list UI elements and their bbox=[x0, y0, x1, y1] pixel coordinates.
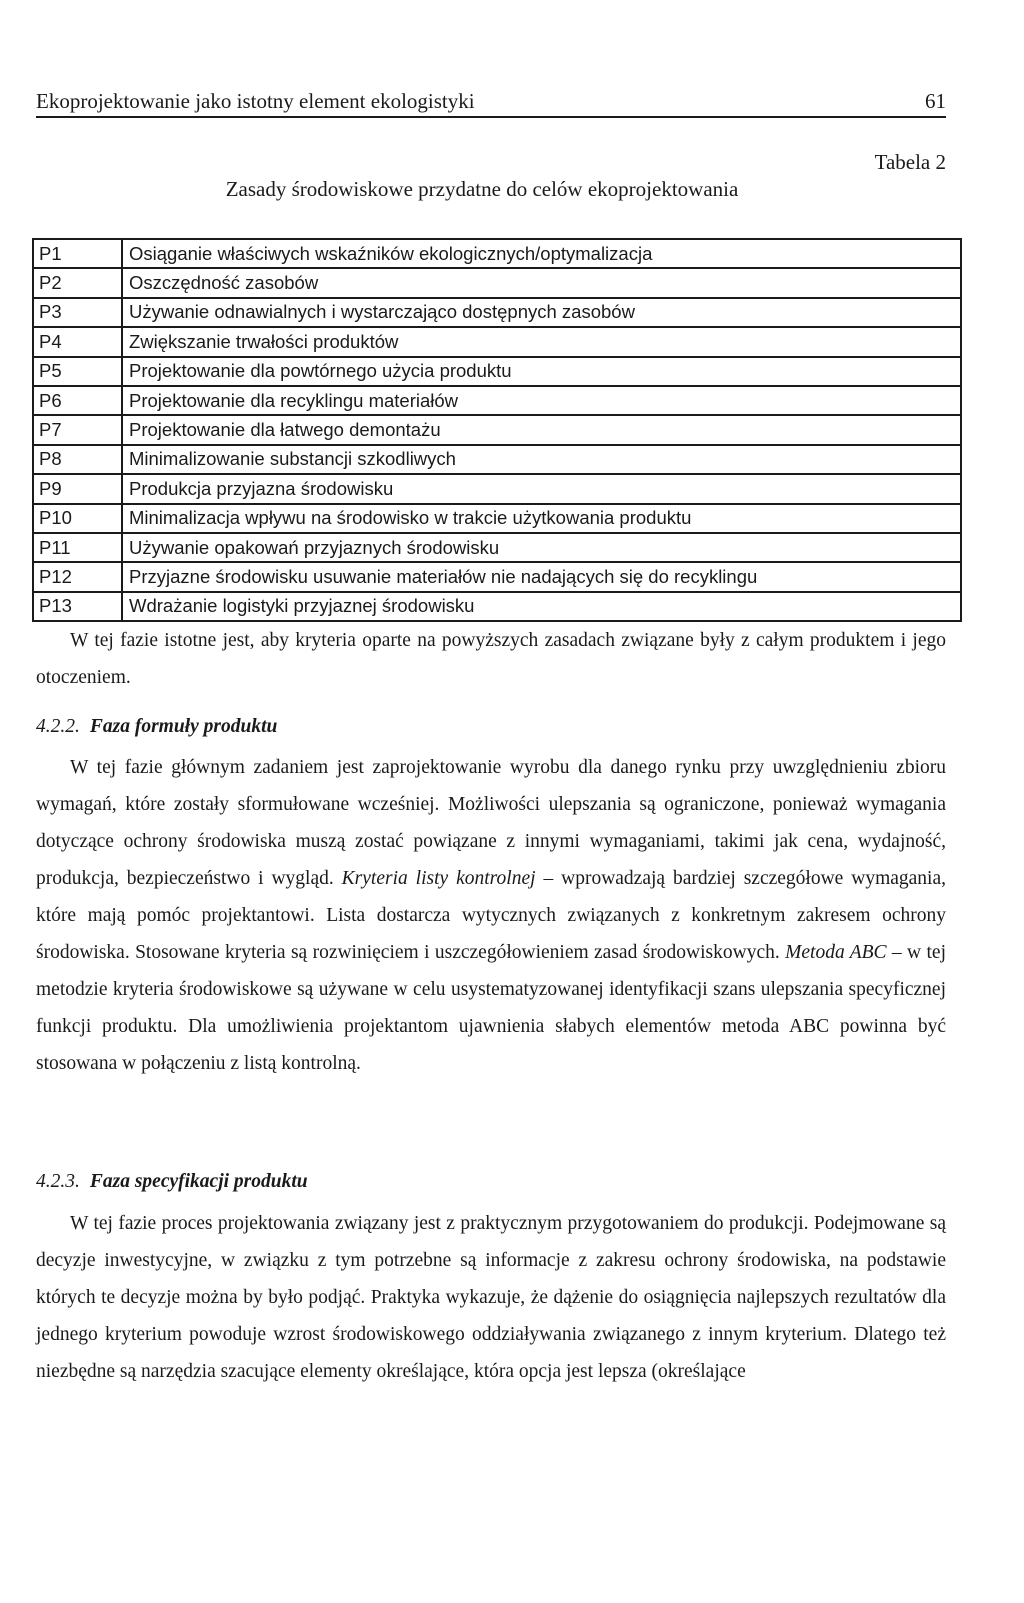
table-label: Tabela 2 bbox=[874, 150, 946, 174]
principle-code: P2 bbox=[33, 268, 122, 297]
principles-table-body bbox=[33, 239, 961, 621]
table-row bbox=[33, 386, 961, 415]
section-422-text-2: – wprowadzają bardziej szczegółowe wymagania, które mają pomóc projektantowi. Lista dostarcza wytycznych związanych z konkretnym zakresem ochrony środowiska. Stosowane kryteria są rozwinięciem i uszczegółowieniem zasad środowiskowych. bbox=[36, 868, 946, 963]
principle-text: Projektowanie dla recyklingu materiałów bbox=[122, 386, 961, 415]
table-row bbox=[33, 533, 961, 562]
table-caption bbox=[0, 177, 1024, 202]
table-row bbox=[33, 239, 961, 268]
principle-text: Projektowanie dla powtórnego użycia produktu bbox=[122, 357, 961, 386]
principle-text: Wdrażanie logistyki przyjaznej środowisku bbox=[122, 592, 961, 621]
section-422-text-3: – w tej metodzie kryteria środowiskowe są używane w celu usystematyzowanej identyfikacji szans ulepszania specyficznej funkcji produktu. Dla umożliwienia projektantom ujawnienia słabych elementów metoda ABC powinna być stosowana w połączeniu z listą kontrolną. bbox=[36, 942, 947, 1074]
principle-text: Osiąganie właściwych wskaźników ekologicznych/optymalizacja bbox=[122, 239, 961, 268]
principle-code: P6 bbox=[33, 386, 122, 415]
section-422-title: Faza formuły produktu bbox=[89, 716, 278, 737]
principle-text: Oszczędność zasobów bbox=[122, 268, 961, 297]
principle-code: P11 bbox=[33, 533, 122, 562]
header-title: Ekoprojektowanie jako istotny element ekologistyki bbox=[36, 89, 475, 113]
section-422-heading bbox=[36, 716, 277, 738]
section-422-paragraph bbox=[36, 749, 946, 1082]
table-row bbox=[33, 415, 961, 444]
principles-table bbox=[32, 238, 962, 622]
principle-code: P4 bbox=[33, 327, 122, 356]
principle-text: Zwiększanie trwałości produktów bbox=[122, 327, 961, 356]
principle-code: P13 bbox=[33, 592, 122, 621]
principle-text: Używanie opakowań przyjaznych środowisku bbox=[122, 533, 961, 562]
principle-code: P10 bbox=[33, 504, 122, 533]
table-row bbox=[33, 445, 961, 474]
section-423-title: Faza specyfikacji produktu bbox=[89, 1171, 308, 1192]
section-423-heading bbox=[36, 1171, 308, 1193]
principle-code: P9 bbox=[33, 474, 122, 503]
term-checklist-criteria: Kryteria listy kontrolnej bbox=[341, 868, 536, 889]
principle-code: P7 bbox=[33, 415, 122, 444]
principle-text: Minimalizowanie substancji szkodliwych bbox=[122, 445, 961, 474]
section-423-paragraph: W tej fazie proces projektowania związany jest z praktycznym przygotowaniem do produkcji. Podejmowane są decyzje inwestycyjne, w związku z tym potrzebne są informacje z zakresu ochrony środowiska, na podstawie których te decyzje można by było podjąć. Praktyka wykazuje, że dążenie do osiągnięcia najlepszych rezultatów dla jednego kryterium powoduje wzrost środowiskowego oddziaływania związanego z innym kryterium. Dlatego też niezbędne są narzędzia szacujące elementy określające, która opcja jest lepsza (określające bbox=[36, 1213, 946, 1382]
table-row bbox=[33, 474, 961, 503]
table-row bbox=[33, 327, 961, 356]
paragraph-after-table: W tej fazie istotne jest, aby kryteria oparte na powyższych zasadach związane były z całym produktem i jego otoczeniem. bbox=[36, 630, 946, 688]
principle-code: P5 bbox=[33, 357, 122, 386]
principle-text: Przyjazne środowisku usuwanie materiałów nie nadających się do recyklingu bbox=[122, 562, 961, 591]
section-423-body bbox=[36, 1205, 946, 1390]
principle-code: P1 bbox=[33, 239, 122, 268]
table-row bbox=[33, 504, 961, 533]
page-number: 61 bbox=[925, 89, 946, 113]
principle-text: Używanie odnawialnych i wystarczająco dostępnych zasobów bbox=[122, 298, 961, 327]
principle-text: Produkcja przyjazna środowisku bbox=[122, 474, 961, 503]
section-422-text-1: W tej fazie głównym zadaniem jest zaprojektowanie wyrobu dla danego rynku przy uwzględnieniu zbioru wymagań, które zostały sformułowane wcześniej. Możliwości ulepszania są ograniczone, ponieważ wymagania dotyczące ochrony środowiska muszą zostać powiązane z innymi wymaganiami, takimi jak cena, wydajność, produkcja, bezpieczeństwo i wygląd. bbox=[36, 757, 946, 889]
table-caption-text: Zasady środowiskowe przydatne do celów ekoprojektowania bbox=[225, 177, 739, 201]
principle-code: P8 bbox=[33, 445, 122, 474]
table-row bbox=[33, 298, 961, 327]
table-row bbox=[33, 268, 961, 297]
principle-text: Projektowanie dla łatwego demontażu bbox=[122, 415, 961, 444]
section-422-number: 4.2.2. bbox=[36, 716, 80, 737]
table-row bbox=[33, 592, 961, 621]
table-row bbox=[33, 562, 961, 591]
paragraph-after-table-block bbox=[36, 622, 946, 696]
table-row bbox=[33, 357, 961, 386]
term-abc-method: Metoda ABC bbox=[785, 942, 887, 963]
principle-text: Minimalizacja wpływu na środowisko w trakcie użytkowania produktu bbox=[122, 504, 961, 533]
section-423-number: 4.2.3. bbox=[36, 1171, 80, 1192]
section-422-body bbox=[36, 749, 946, 1082]
principle-code: P12 bbox=[33, 562, 122, 591]
running-header bbox=[36, 88, 946, 118]
principle-code: P3 bbox=[33, 298, 122, 327]
